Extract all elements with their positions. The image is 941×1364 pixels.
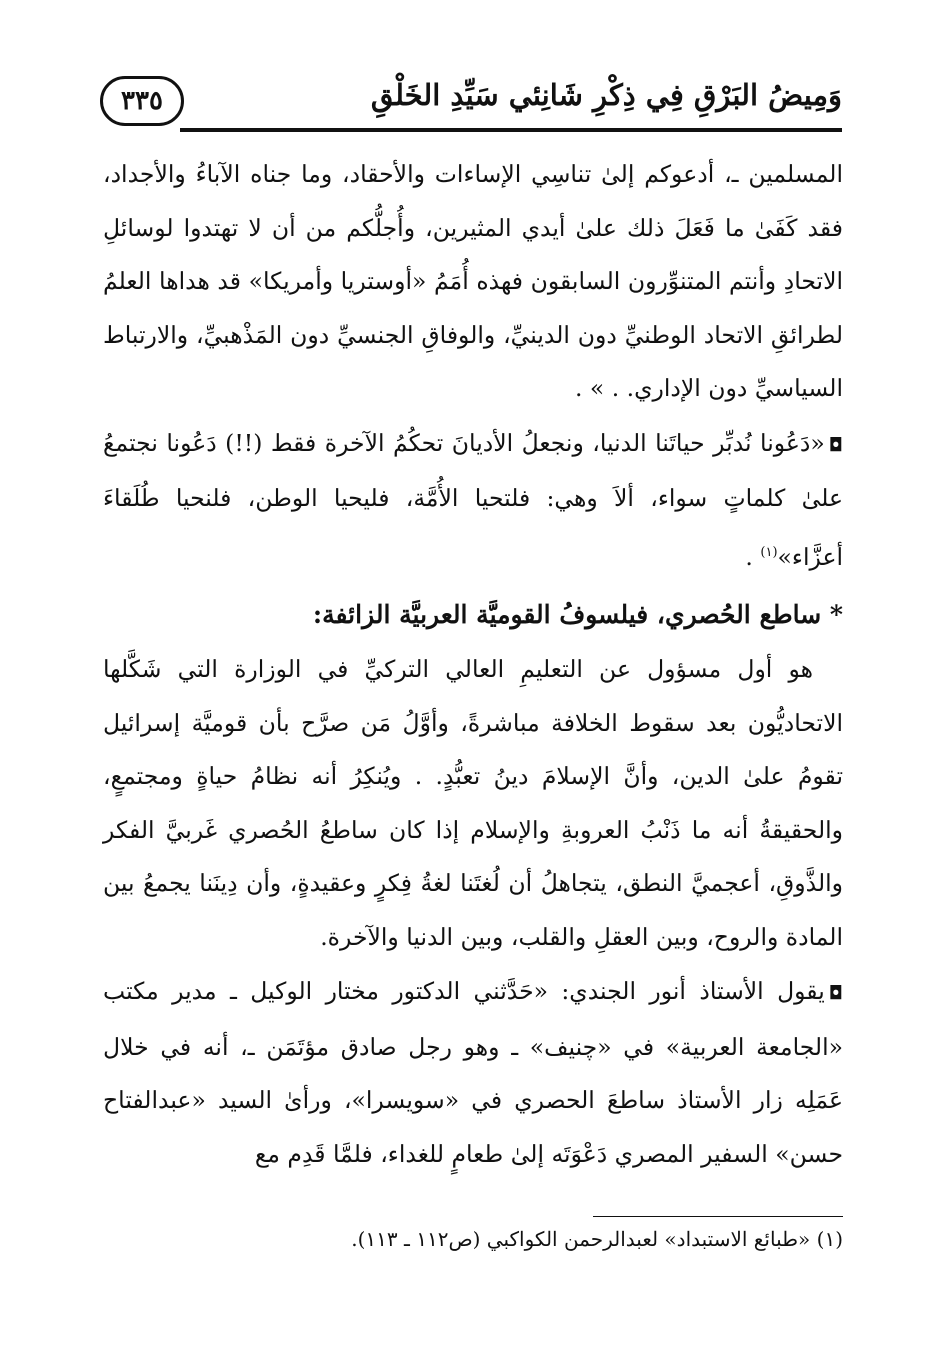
running-title: وَمِيضُ البَرْقِ فِي ذِكْرِ شَانِئي سَيِّدِ الخَلْقِ bbox=[370, 78, 842, 112]
paragraph-jundi bbox=[103, 965, 843, 1181]
paragraph-continuation: المسلمين ـ، أدعوكم إلىٰ تناسِي الإساءات والأحقاد، وما جناه الآباءُ والأجداد، فقد كَفَىٰ ما فَعَلَ ذلك علىٰ أيدي المثيرين، وأُجلُّكم من أن لا تهتدوا لوسائلِ الاتحادِ وأنتم المتنوِّرون السابقون فهذه أُمَمُ «أوستريا وأمريكا» قد هداها العلمُ لطرائقِ الاتحاد الوطنيِّ دون الدينيِّ، والوفاقِ الجنسيِّ دون المَذْهبيِّ، والارتباط السياسيِّ دون الإداري. . » . bbox=[103, 160, 843, 402]
header-rule bbox=[180, 128, 842, 132]
square-bullet-icon: ◘ bbox=[828, 983, 843, 1005]
quote-text: «دَعُونا نُدبِّر حياتَنا الدنيا، ونجعلُ الأديانَ تحكُمُ الآخرة فقط (!!) دَعُونا نجتمعُ علىٰ كلماتٍ سواء، ألاَ وهي: فلتحيا الأُمَّة، فليحيا الوطن، فلنحيا طُلَقاءَ أعزَّاء» bbox=[103, 428, 843, 571]
paragraph-husri: هو أول مسؤول عن التعليمِ العالي التركيِّ في الوزارة التي شَكَّلها الاتحاديُّون بعد سقوط الخلافة مباشرةً، وأوَّلُ مَن صرَّح بأن قوميَّة إسرائيل تقومُ علىٰ الدين، وأنَّ الإسلامَ دينُ تعبُّدٍ. . ويُنكِرُ أنه نظامُ حياةٍ ومجتمعٍ، والحقيقةُ أنه ما ذَنْبُ العروبةِ والإسلام إذا كان ساطعُ الحُصري غَربيَّ الفكر والذَّوقِ، أعجميَّ النطق، يتجاهلُ أن لُغتَنا لغةُ فِكرٍ وعقيدةٍ، وأن دِينَنا يجمعُ بين المادة والروح، وبين العقلِ والقلب، وبين الدنيا والآخرة. bbox=[103, 655, 843, 951]
footnote: (١) «طبائع الاستبداد» لعبدالرحمن الكواكبي (ص١١٢ ـ ١١٣). bbox=[351, 1227, 843, 1251]
quote-end: . bbox=[745, 542, 761, 571]
footnote-reference: (١) bbox=[760, 544, 778, 560]
section-heading: * ساطع الحُصري، فيلسوفُ القوميَّة العربيَّة الزائفة: bbox=[312, 599, 843, 629]
square-bullet-icon: ◘ bbox=[828, 434, 843, 456]
page-header bbox=[100, 72, 842, 142]
jundi-text: يقول الأستاذ أنور الجندي: «حَدَّثني الدكتور مختار الوكيل ـ مدير مكتب «الجامعة العربية» في «چنيف» ـ وهو رجل صادق مؤتَمَن ـ، أنه في خلال عَمَلِه زار الأستاذ ساطعَ الحصري في «سويسرا»، ورأىٰ السيد «عبدالفتاح حسن» السفير المصري دَعْوَتَه إلىٰ طعامٍ للغداء، فلمَّا قَدِم مع bbox=[103, 977, 843, 1168]
footnote-rule bbox=[593, 1216, 843, 1217]
page-number: ٣٣٥ bbox=[100, 76, 184, 126]
body-text bbox=[103, 148, 843, 1181]
paragraph-quote bbox=[103, 417, 843, 584]
